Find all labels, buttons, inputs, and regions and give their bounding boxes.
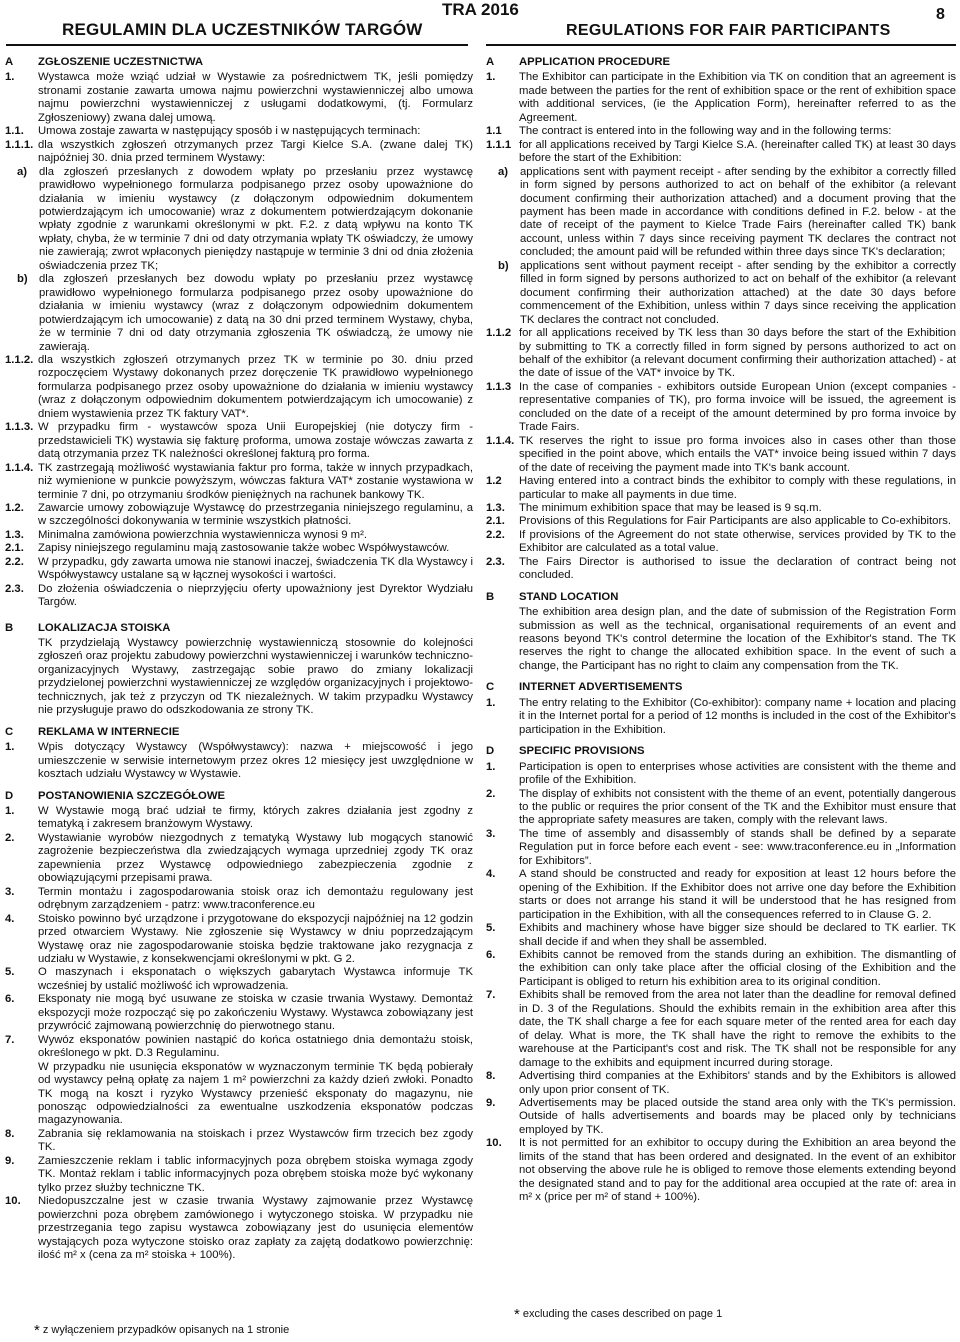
clause [486,788,956,828]
clause [486,556,956,583]
section-letter: D [486,745,495,758]
clause-text: Minimalna zamówiona powierzchnia wystawiennicza wynosi 9 m². [38,528,367,541]
polish-column [5,54,473,1262]
clause-number: 1.3. [5,528,24,541]
subclause [490,166,956,260]
clause [5,529,473,542]
footnote-text: z wyłączeniem przypadków opisanych na 1 stronie [42,1324,290,1336]
section-title: POSTANOWIENIA SZCZEGÓŁOWE [38,789,226,802]
section-body: The exhibition area design plan, and the date of submission of the Registration Form submission as well as the technical, organisational requirements of an event and reasons beyond TK's control determine the location of the Exhibitor's stand. The TK reserves the right to change the allocated exhibition space. In the event of such a change, the Participant has no right to claim any compensation from the TK. [519,606,956,672]
clause [486,1097,956,1137]
clause [486,502,956,515]
footnote-marker: * [34,1322,40,1339]
clause-text: Zapisy niniejszego regulaminu mają zastosowanie także wobec Współwystawców. [38,542,450,555]
clause [486,868,956,922]
clause-text: Advertisements may be placed outside the stand area only with the TK's permission. Outside of halls advertisements and boards may be placed only by technicians employed by TK. [519,1096,956,1136]
clause-text: The time of assembly and disassembly of stands shall be defined by a separate Regulation put in force before each event - see: www.traconference.eu in „Information for Exhibitors”. [519,827,956,867]
clause [5,542,473,555]
footnote-text: excluding the cases described on page 1 [522,1308,723,1320]
clause-number: 1.1.4. [486,434,515,447]
clause [486,475,956,502]
clause-number: 1.1.3. [5,421,34,434]
clause-number: 2.1. [486,515,505,528]
section-title: REKLAMA W INTERNECIE [38,725,180,738]
clause-number: 1.1.1. [5,138,34,151]
subclause-letter: a) [498,165,509,178]
subclause-text: applications sent with payment receipt - after sending by the exhibitor a correctly filled in form signed by persons authorized to act on behalf of the exhibitor (a relevant document confirming their authorization attached) and a document proving that the payment has been made in accordance with conditions defined in F.2. below - at the date of receipt of the payment to Kielce Trade Fairs (hereinafter called TK) bank account, unless within 7 days since receiving payment TK declares the contract not concluded; the amount paid will be refunded within three days since TK's declaration; [520,165,956,259]
header-divider-right [486,44,956,46]
clause-text: W Wystawie mogą brać udział te firmy, których zakres działania jest zgodny z tematyką i zakresem branżowym Wystawy. [38,805,473,831]
clause-number: 8. [5,1127,15,1140]
clause [5,502,473,529]
clause [486,381,956,435]
clause-number: 1.2 [486,475,502,488]
clause-text: Zawarcie umowy zobowiązuje Wystawcę do przestrzegania niniejszego regulaminu, a w szczególności dokonywania w terminie wszystkich płatności. [38,501,473,528]
section-heading [486,681,956,694]
clause-text: TK zastrzegają możliwość wystawiania faktur pro forma, także w innych przypadkach, niż wymienione w punkcie powyższym, wówczas faktura VAT* zostanie wystawiona w terminie 7 dni, po otrzymaniu środków pieniężnych na rachunek bankowy TK. [38,461,473,501]
section-letter: B [486,590,495,603]
clause-text: The display of exhibits not consistent with the theme of an event, potentially dangerous to the public or requires the prior consent of the TK and the Exhibitor must ensure that the appropriate safety measures are taken, comply with the relevant laws. [519,787,956,827]
clause-number: 7. [5,1033,15,1046]
subclause [9,166,473,274]
clause-text: Advertising third companies at the Exhibitors' stands and by the Exhibitors is allowed only upon prior consent of TK. [519,1070,956,1096]
clause-number: 5. [486,922,496,935]
section-letter: C [486,681,495,694]
clause-text: The minimum exhibition space that may be leased is 9 sq.m. [519,501,822,514]
clause [486,697,956,737]
clause-number: 1. [5,71,15,84]
english-title: REGULATIONS FOR FAIR PARTICIPANTS [566,22,891,39]
footnote-marker: * [514,1306,520,1323]
clause-text: Wystawianie wyrobów niezgodnych z tematyką Wystawy lub mogących stanowić zagrożenie bezpieczeństwa dla zwiedzających wymaga uprzedniej zgody TK oraz zapewnienia przez Wystawcę odpowiedniego zabezpieczenia zgodnie z obowiązującymi przepisami prawa. [38,831,473,885]
clause-number: 1.1.2 [486,327,512,340]
clause [5,1128,473,1155]
page-number: 8 [936,6,945,23]
clause-text: A stand should be constructed and ready for exposition at least 12 hours before the opening of the Exhibition. If the Exhibitor does not arrive one day before the Exhibition starts or does not arrange his stand it will be understood that he has resigned from participation in the Exhibition, with all the consequences referred to in Clause G. 2. [519,868,956,921]
clause [486,989,956,1070]
clause-text: The Exhibitor can participate in the Exhibition via TK on condition that an agreement is made between the parties for the rent of exhibition space or the rent of exhibition space with additional services, (ie the Application Form), hereinafter referred to as the Agreement. [519,71,956,124]
clause-text: The contract is entered into in the following way and in the following terms: [519,125,892,138]
clause-number: 4. [5,912,15,925]
english-column [486,54,956,1205]
clause [5,462,473,502]
clause-text: Wystawca może wziąć udział w Wystawie za pośrednictwem TK, jeśli pomiędzy stronami zostanie zawarta umowa najmu powierzchni wystawienniczej albo umowa najmu powierzchni wystawienniczej z usługami dodatkowymi, (tj. Formularz Zgłoszeniowy) zwana dalej umową. [38,71,473,124]
header-divider-left [6,44,468,46]
clause-number: 3. [486,827,496,840]
footnote-english [514,1306,722,1323]
clause-number: 1.1 [486,125,502,138]
section-heading [5,790,473,803]
clause-number: 1.1.2. [5,353,34,366]
subclause [490,260,956,327]
clause [5,1155,473,1195]
polish-title: REGULAMIN DLA UCZESTNIKÓW TARGÓW [62,20,423,39]
clause-number: 8. [486,1070,496,1083]
clause [5,556,473,583]
clause [5,741,473,781]
clause-text: The Fairs Director is authorised to issue the declaration of contract being not concluded. [519,555,956,582]
section-heading [486,591,956,604]
clause-text: Having entered into a contract binds the exhibitor to comply with these regulations, in particular to make all payments in due time. [519,475,956,501]
section-heading [486,745,956,758]
clause-text: dla wszystkich zgłoszeń otrzymanych przez TK w terminie po 30. dniu przed rozpoczęciem Wystawy dokonanych przez doręczenie TK prawidłowo wypełnionego formularza podpisanego przez osoby upoważnione do działania w imieniu wystawcy (wraz z dołączonym odpowiednim dokumentem potwierdzającym ich umocowanie) z dniem wystawienia przez TK faktury VAT*. [38,353,473,420]
clause-text: Wywóz eksponatów powinien nastąpić do końca ostatniego dnia demontażu stoisk, określonego w pkt. D.3 Regulaminu. [38,1033,473,1060]
clause [486,761,956,788]
clause-number: 10. [5,1195,21,1208]
subclause [9,273,473,354]
section-letter: C [5,725,14,738]
clause-number: 10. [486,1137,502,1150]
clause [5,421,473,461]
section-heading [5,56,473,69]
clause-text: Exhibits cannot be removed from the stands during an exhibition. The dismantling of the exhibition can only take place after the official closing of the Exhibition and the Participant is obliged to return his exhibition area to its original condition. [519,949,956,988]
section-heading [5,622,473,635]
clause-number: 1. [486,71,496,84]
section-title: STAND LOCATION [519,590,619,603]
subclause-text: dla zgłoszeń przesłanych bez dowodu wpłaty po przesłaniu przez wystawcę prawidłowo wypełnionego formularza podpisanego przez osoby upoważnione do działania w imieniu wystawcy (wraz z dołączonym odpowiednim dokumentem potwierdzającym ich umocowanie) z datą na 30 dni przed terminem Wystawy, chyba, że w terminie 7 dni od daty otrzymania zgłoszenia TK oświadczą, że umowy nie zawierają. [39,273,473,353]
clause-text: Zabrania się reklamowania na stoiskach i przez Wystawców firm trzecich bez zgody TK. [38,1127,473,1154]
clause-text: W przypadku, gdy zawarta umowa nie stanowi inaczej, świadczenia TK dla Wystawcy i Współwystawcy ustalane są w łącznej wysokości i wartości. [38,555,473,582]
clause-text: Termin montażu i zagospodarowania stoisk oraz ich demontażu regulowany jest odrębnym zarządzeniem - patrz: www.traconference.eu [38,885,473,912]
clause-number: 2.2. [486,528,505,541]
clause-text: Participation is open to enterprises whose activities are consistent with the theme and profile of the Exhibition. [519,760,956,787]
clause-number: 2. [486,787,496,800]
clause-text: Zamieszczenie reklam i tablic informacyjnych poza obrębem stoiska wymaga zgody TK. Montaż reklam i tablic informacyjnych poza obrębem stoiska może być wykonany tylko przez służby techniczne TK. [38,1154,473,1194]
clause [486,828,956,868]
clause-number: 2.3. [5,582,24,595]
clause-number: 4. [486,868,496,881]
clause-number: 2.2. [5,555,24,568]
section-heading [486,56,956,69]
clause-continuation: W przypadku nie usunięcia eksponatów w wyznaczonym terminie TK będą pobierały od wystawcy pełną opłatę za najem 1 m² powierzchni za każdy dzień zwłoki. Ponadto TK mogą na koszt i ryzyko Wystawcy przenieść eksponaty do magazynu, nie ponosząc odpowiedzialności za ewentualne uszkodzenia eksponatów podczas magazynowania. [38,1060,473,1127]
clause [486,529,956,556]
clause-text: Provisions of this Regulations for Fair Participants are also applicable to Co-exhibitors. [519,515,951,528]
clause [5,805,473,832]
clause-text: for all applications received by TK less than 30 days before the start of the Exhibition by submitting to TK a correctly filled in form signed by persons authorized to act on behalf of the exhibitor (a relevant document confirming their authorization attached) - at the date of issue of the VAT* invoice by TK. [519,327,956,380]
clause [486,435,956,475]
section-title: SPECIFIC PROVISIONS [519,745,645,758]
clause-text: If provisions of the Agreement do not state otherwise, services provided by TK to the Exhibitor are calculated as a total value. [519,528,956,555]
subclause-text: dla zgłoszeń przesłanych z dowodem wpłaty po przesłaniu przez wystawcę prawidłowo wypełnionego formularza podpisanego przez osoby upoważnione do działania w imieniu wystawcy (z dołączonym odpowiednim dokumentem potwierdzającym ich umocowanie) wraz z dokumentem potwierdzającym dokonanie wpłaty zgodnie z warunkami określonymi w pkt. F.2. z datą wpływu na konto TK wpłaty, chyba, że w terminie 7 dni od daty otrzymania wpłaty TK oświadczy, że umowy nie zawierają; zwrot wpłaconych pieniędzy nastąpuje w terminie 3 dni od dnia złożenia oświadczenia przez TK; [39,165,473,272]
section-heading [5,726,473,739]
clause-number: 1.3. [486,501,505,514]
clause-text: Exhibits and machinery whose have bigger size should be declared to TK earlier. TK shall decide if and when they shall be assembled. [519,922,956,948]
clause-text: Do złożenia oświadczenia o nieprzyjęciu oferty upoważniony jest Dyrektor Wydziału Targów. [38,582,473,609]
clause-number: 5. [5,966,15,979]
clause-text: dla wszystkich zgłoszeń otrzymanych przez Targi Kielce S.A. (zwane dalej TK) najpóźniej 30. dnia przed terminem Wystawy: [38,138,473,165]
clause-number: 1.1.1 [486,138,512,151]
clause [486,1137,956,1204]
clause-number: 2. [5,831,15,844]
event-title: TRA 2016 [442,0,519,19]
clause-number: 1. [5,741,15,754]
clause-number: 2.3. [486,555,505,568]
subclause-letter: a) [17,165,28,178]
clause-text: W przypadku firm - wystawców spoza Unii Europejskiej (nie dotyczy firm - przedstawicieli TK) wystawia się fakturę proforma, umowa zostaje wówczas zawarta z datą otrzymania przez TK należności określonej fakturą pro forma. [38,421,473,461]
section-title: INTERNET ADVERTISEMENTS [519,681,683,694]
subclause-letter: b) [498,259,509,272]
clause [5,913,473,967]
clause [5,583,473,610]
clause [486,949,956,989]
clause [486,1070,956,1097]
clause [5,886,473,913]
clause-text: O maszynach i eksponatach o większych gabarytach Wystawca informuje TK wcześniej by ustalić możliwość ich wprowadzenia. [38,966,473,992]
section-title: APPLICATION PROCEDURE [519,56,671,68]
section-letter: D [5,789,14,802]
clause-number: 1.1.4. [5,461,34,474]
clause-number: 3. [5,885,15,898]
section-title: LOKALIZACJA STOISKA [38,621,171,634]
clause-number: 6. [486,949,496,961]
clause-number: 1. [5,805,15,818]
clause-number: 1.2. [5,501,24,514]
clause-text: The entry relating to the Exhibitor (Co-exhibitor): company name + location and placing it in the Internet portal for a period of 12 months is included in the cost of the Exhibitor's participation in the Exhibition. [519,696,956,736]
clause [486,139,956,166]
clause [5,832,473,886]
clause-number: 7. [486,989,496,1002]
clause [5,966,473,993]
clause-number: 9. [5,1154,15,1167]
clause-text: Exhibits shall be removed from the area not later than the deadline for removal defined in D. 3 of the Regulations. Should the exhibits remain in the exhibition area after this date, the TK shall charge a fee for each square meter of the rented area for each day of delay. What is more, the TK shall have the right to remove the exhibits to the warehouse at the Participant's cost and risk. The TK shall not be responsible for any damage to the exhibits and equipment incurred during storage. [519,989,956,1069]
clause-text: It is not permitted for an exhibitor to occupy during the Exhibition an area beyond the limits of the stand that has been ordered and designated. In the event of an exhibitor not observing the above rule he is obliged to remove those elements extending beyond the designated stand and to pay for the additional area occupied at the rate of: area in m² x (price per m² of stand + 100%). [519,1137,956,1204]
page-header [0,0,960,48]
clause-text: Niedopuszczalne jest w czasie trwania Wystawy zajmowanie przez Wystawcę powierzchni poza obrębem zamówionego i wytyczonego stoiska. W przypadku nie przestrzegania tego zapisu wystawca zobowiązany jest do usunięcia elementów wystających poza wytyczone stoisko oraz zapłaty za zajętą dodatkowo powierzchnię: ilość m² x (cena za m² stoiska + 100%). [38,1195,473,1261]
section-body: TK przydzielają Wystawcy powierzchnię wystawienniczą stosownie do kolejności zgłoszeń oraz projektu zabudowy powierzchni wystawienniczej i warunków techniczno-organizacyjnych Wystawy, zastrzegając sobie prawo do zmiany lokalizacji przydzielonej powierzchni wystawienniczej ze względów organizacyjnych i projektowo-technicznych, jak też z przyczyn od TK niezależnych. W takim przypadku Wystawcy nie przysługuje prawo do odszkodowania ze strony TK. [38,637,473,717]
clause-text: Eksponaty nie mogą być usuwane ze stoiska w czasie trwania Wystawy. Demontaż ekspozycji może rozpocząć się po zakończeniu Wystawy. Wystawca zobowiązany jest przywrócić zajmowaną powierzchnię do pierwotnego stanu. [38,993,473,1033]
clause-number: 2.1. [5,542,24,555]
clause-text: Stoisko powinno być urządzone i przygotowane do ekspozycji najpóźniej na 12 godzin przed otwarciem Wystawy. Nie zgłoszenie się Wystawcy w dniu poprzedzającym Wystawę oraz nie zagospodarowanie stoiska będzie traktowane jako rezygnacja z udziału w Wystawie, z konsekwencjami określonymi w pkt. G 2. [38,912,473,965]
clause [486,327,956,381]
section-letter: A [486,56,495,68]
clause-text: In the case of companies - exhibitors outside European Union (except companies - representative companies of TK), pro forma invoice will be issued, the agreement is concluded on the date of a receipt of the amount determined by pro forma invoice by Trade Fairs. [519,380,956,434]
clause-text: Umowa zostaje zawarta w następujący sposób i w następujących terminach: [38,125,421,138]
clause-number: 1.1.3 [486,380,512,393]
clause [486,125,956,138]
section-title: ZGŁOSZENIE UCZESTNICTWA [38,56,204,68]
clause-text: TK reserves the right to issue pro forma invoices also in cases other than those specified in the point above, which entails the VAT* invoice being issued within 7 days of the date of receiving the payment made into TK's bank account. [519,434,956,474]
clause-text: for all applications received by Targi Kielce S.A. (hereinafter called TK) at least 30 days before the start of the Exhibition: [519,138,956,165]
clause [5,1034,473,1061]
clause [486,922,956,949]
clause [5,1195,473,1262]
section-letter: A [5,56,14,68]
section-letter: B [5,621,14,634]
clause-number: 1.1. [5,125,24,138]
clause [5,125,473,138]
clause-number: 6. [5,993,15,1006]
clause [5,71,473,125]
clause-number: 1. [486,760,496,773]
subclause-text: applications sent without payment receipt - after sending by the exhibitor a correctly filled in form signed by persons authorized to act on behalf of the exhibitor (a relevant document confirming their authorization attached) at the date 30 days before commencement of the Exhibition, unless within 7 days since receiving the application TK declares the contract not concluded. [520,259,956,326]
clause [486,515,956,528]
clause [5,993,473,1033]
footnote-polish [34,1322,289,1339]
clause [5,354,473,421]
clause-number: 1. [486,696,496,709]
clause-text: Wpis dotyczący Wystawcy (Współwystawcy): nazwa + miejscowość i jego umieszczenie w serwisie internetowym przez okres 12 miesięcy jest uwzględnione w kosztach udziału Wystawcy w Wystawie. [38,741,473,781]
clause [486,71,956,125]
subclause-letter: b) [17,273,28,286]
clause-number: 9. [486,1096,496,1109]
clause [5,139,473,166]
